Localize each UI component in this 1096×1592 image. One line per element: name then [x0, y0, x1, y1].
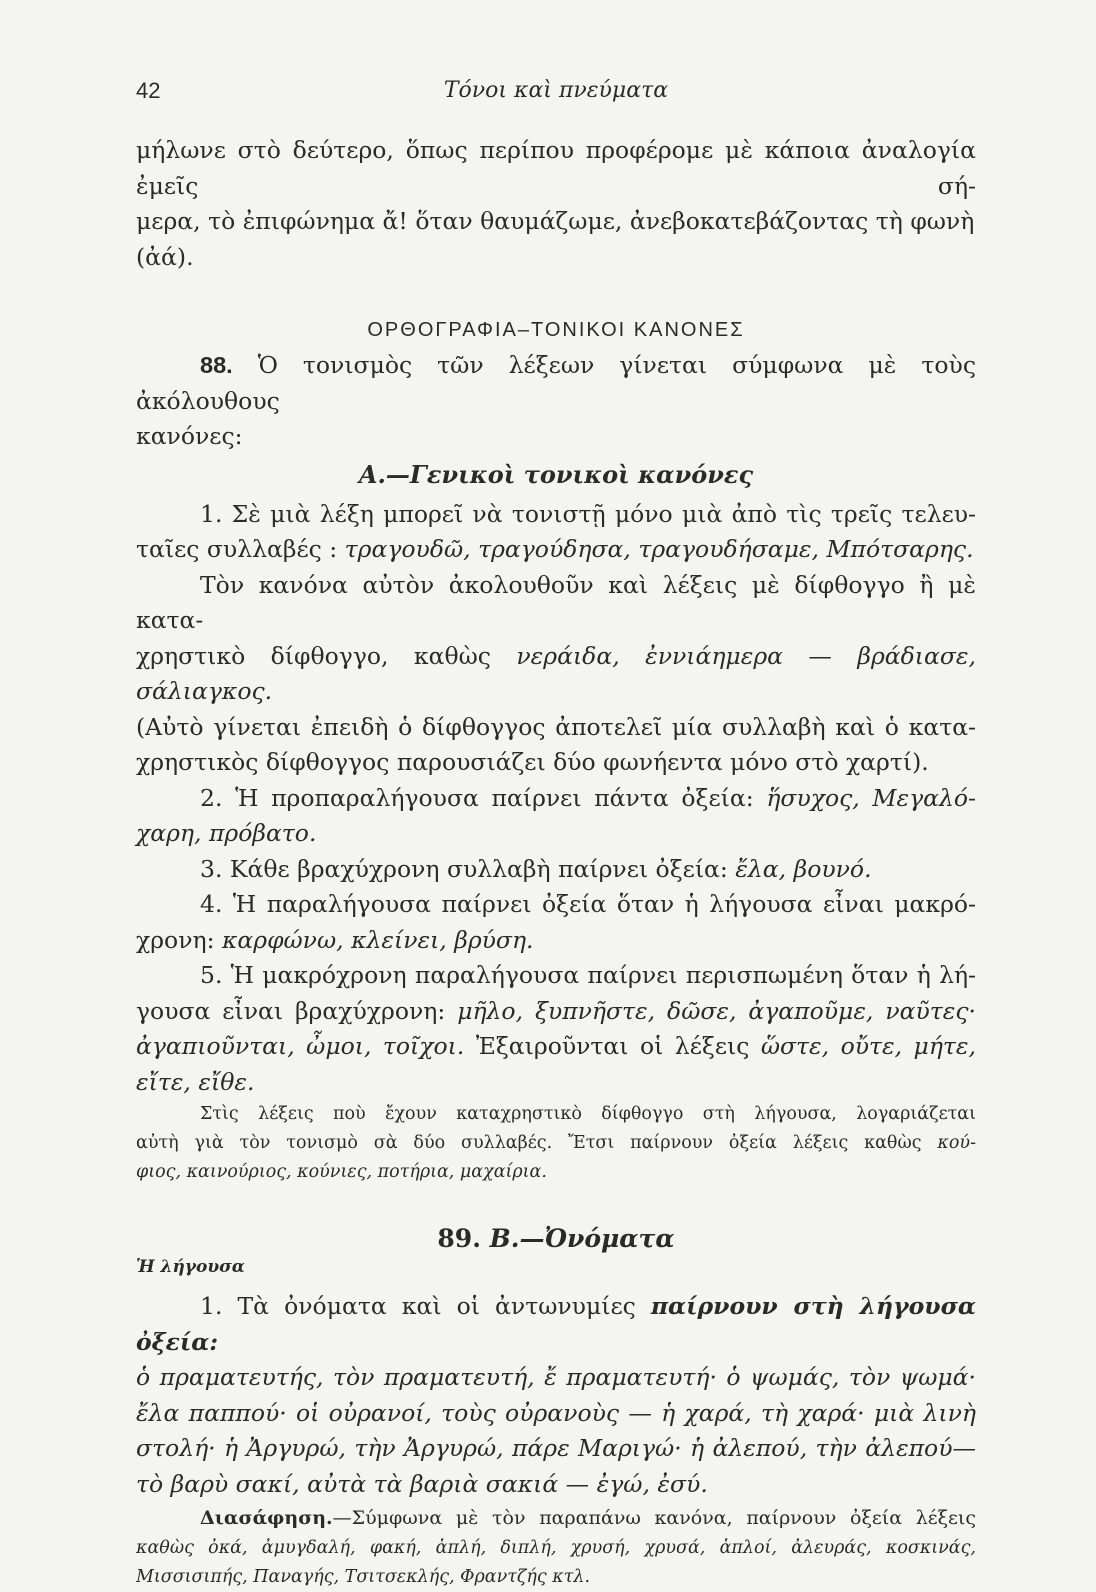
rule-1-line-2: ταῖες συλλαβές : τραγουδῶ, τραγούδησα, τραγουδήσαμε, Μπότσαρης. — [136, 535, 974, 563]
rule-4-line-2: χρονη: καρφώνω, κλείνει, βρύση. — [136, 925, 534, 954]
rule-5-line-1: 5. Ἡ μακρόχρονη παραλήγουσα παίρνει περισπωμένη ὅταν ἡ λή- — [200, 961, 976, 989]
rule-1-line-6: χρηστικὸς δίφθογγος παρουσιάζει δύο φωνήεντα μόνο στὸ χαρτί). — [136, 748, 929, 776]
note-line-3: φιος, καινούριος, κούνιες, ποτήρια, μαχαίρια. — [136, 1162, 547, 1182]
rule-5-line-2: γουσα εἶναι βραχύχρονη: μῆλο, ξυπνῆστε, δῶσε, ἀγαποῦμε, ναῦτες· — [136, 996, 977, 1025]
paragraph-89-line-1: 1. Τὰ ὀνόματα καὶ οἱ ἀντωνυμίες παίρνουν στὴ λήγουσα ὀξεία: — [136, 1292, 976, 1356]
clarification-line-3: Μισσισιπής, Παναγής, Τσιτσεκλής, Φραντζής κτλ. — [136, 1567, 591, 1587]
intro-line-2: μερα, τὸ ἐπιφώνημα ἄ! ὅταν θαυμάζωμε, ἀνεβοκατεβάζοντας τὴ φωνὴ (ἀά). — [136, 207, 975, 271]
subheading-general-rules: Α.—Γενικοὶ τονικοὶ κανόνες — [358, 459, 754, 489]
rule-5-line-4: εἴτε, εἴθε. — [136, 1067, 255, 1096]
paragraph-89-line-3: ἔλα παππού· οἱ οὐρανοί, τοὺς οὐρανοὺς — ἡ χαρά, τὴ χαρά· μιὰ λινὴ — [136, 1398, 976, 1427]
paragraph-89-line-2: ὁ πραματευτής, τὸν πραματευτή, ἔ πραματευτή· ὁ ψωμάς, τὸν ψωμά· — [136, 1363, 976, 1391]
running-title: Τόνοι καὶ πνεύματα — [443, 78, 669, 103]
margin-label-legousa: Ἡ λήγουσα — [136, 1257, 245, 1277]
paragraph-89-line-5: τὸ βαρὺ σακί, αὐτὰ τὰ βαριὰ σακιά — ἐγώ, ἐσύ. — [136, 1469, 708, 1498]
section-title: ΟΡΘΟΓΡΑΦΙΑ–ΤΟΝΙΚΟΙ ΚΑΝΟΝΕΣ — [367, 319, 745, 341]
rule-2-line-1: 2. Ἡ προπαραλήγουσα παίρνει πάντα ὀξεία: ἥσυχος, Μεγαλό- — [200, 783, 976, 812]
page-number: 42 — [136, 78, 161, 103]
rule-1-line-1: 1. Σὲ μιὰ λέξη μπορεῖ νὰ τονιστῇ μόνο μιὰ ἀπὸ τὶς τρεῖς τελευ- — [200, 499, 976, 528]
rule-1-line-4: χρηστικὸ δίφθογγο, καθὼς νεράιδα, ἐννιάημερα — βράδιασε, σάλιαγκος. — [136, 641, 976, 705]
paragraph-88-line-1: 88. Ὁ τονισμὸς τῶν λέξεων γίνεται σύμφωνα μὲ τοὺς ἀκόλουθους — [136, 351, 976, 415]
rule-1-line-5: (Αὐτὸ γίνεται ἐπειδὴ ὁ δίφθογγος ἀποτελεῖ μία συλλαβὴ καὶ ὁ κατα- — [136, 712, 976, 741]
rule-1-line-3: Τὸν κανόνα αὐτὸν ἀκολουθοῦν καὶ λέξεις μὲ δίφθογγο ἢ μὲ κατα- — [136, 570, 976, 634]
clarification-line-1: Διασάφηση.—Σύμφωνα μὲ τὸν παραπάνω κανόνα, παίρνουν ὀξεία λέξεις — [200, 1507, 976, 1529]
rule-5-line-3: ἀγαπιοῦνται, ὦμοι, τοῖχοι. Ἐξαιροῦνται οἱ λέξεις ὥστε, οὔτε, μήτε, — [136, 1032, 976, 1060]
note-line-1: Στὶς λέξεις ποὺ ἔχουν καταχρηστικὸ δίφθογγο στὴ λήγουσα, λογαριάζεται — [200, 1104, 976, 1124]
paragraph-89-line-4: στολή· ἡ Ἀργυρώ, τὴν Ἀργυρώ, πάρε Μαριγώ· ἡ ἀλεπού, τὴν ἀλεπού— — [136, 1434, 976, 1462]
paragraph-number-88: 88. — [200, 352, 233, 378]
heading-89: 89. Β.—Ὀνόματα — [437, 1224, 675, 1253]
rule-3: 3. Κάθε βραχύχρονη συλλαβὴ παίρνει ὀξεία: ἔλα, βουνό. — [200, 854, 872, 883]
paragraph-88-line-2: κανόνες: — [136, 422, 243, 450]
page-body — [136, 133, 976, 1592]
clarification-line-2: καθὼς ὀκά, ἀμυγδαλή, φακή, ἁπλή, διπλή, χρυσή, χρυσά, ἁπλοί, ἀλευράς, κοσκινάς, — [136, 1538, 976, 1558]
rule-4-line-1: 4. Ἡ παραλήγουσα παίρνει ὀξεία ὅταν ἡ λήγουσα εἶναι μακρό- — [200, 890, 976, 918]
rule-2-line-2: χαρη, πρόβατο. — [136, 819, 317, 847]
note-line-2: αὐτὴ γιὰ τὸν τονισμὸ σὰ δύο συλλαβές. Ἔτσι παίρνουν ὀξεία λέξεις καθὼς κού- — [136, 1133, 976, 1153]
intro-line-1: μήλωνε στὸ δεύτερο, ὅπως περίπου προφέρομε μὲ κάποια ἀναλογία ἐμεῖς σή- — [136, 136, 976, 200]
running-header — [136, 78, 976, 108]
